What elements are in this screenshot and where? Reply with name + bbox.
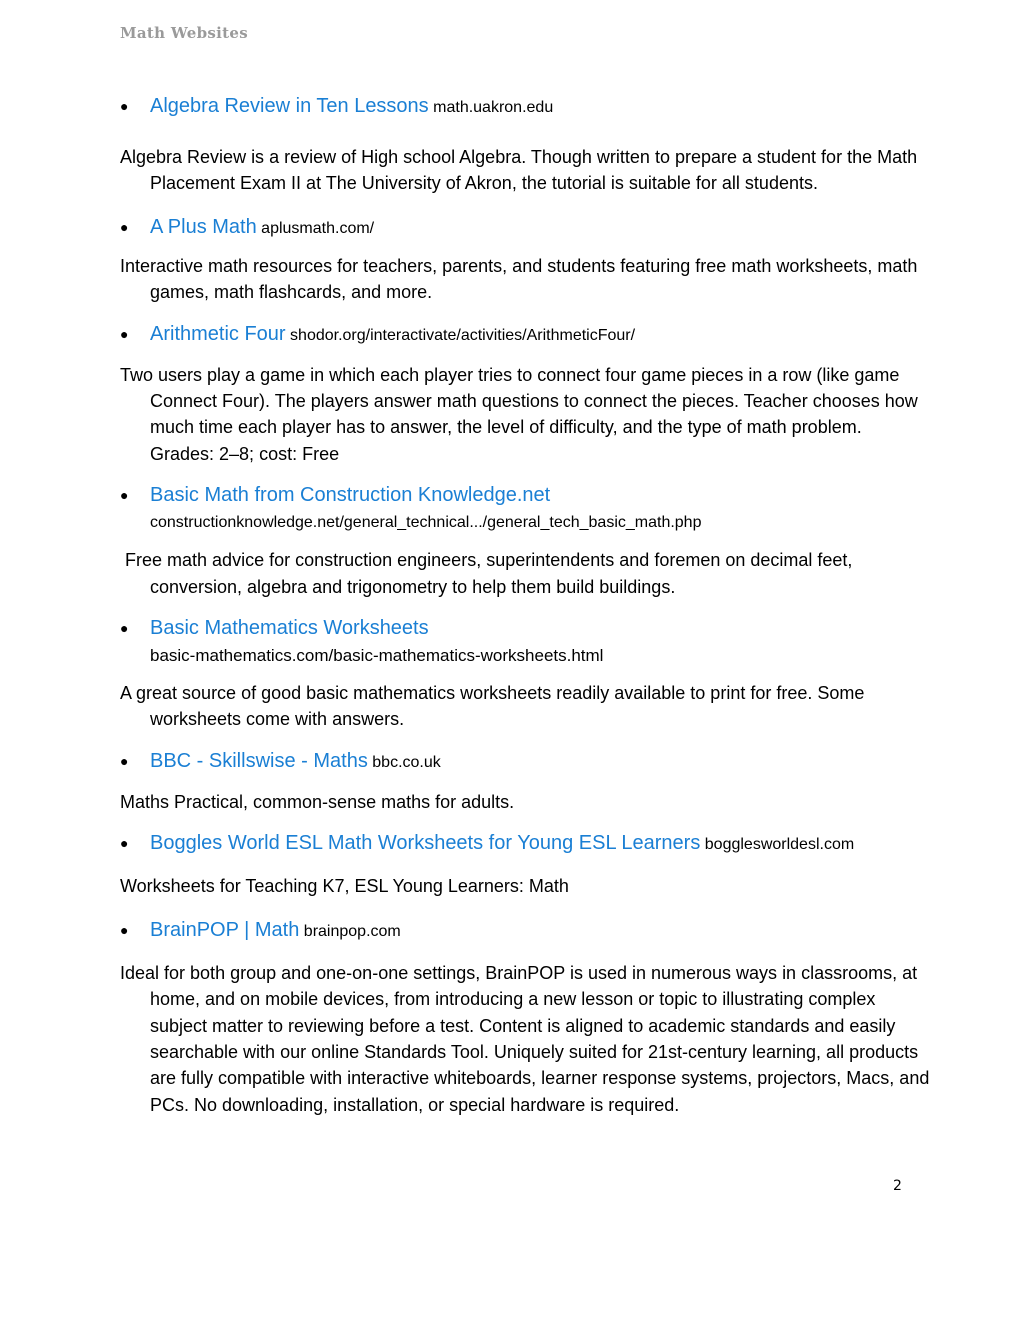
website-description: Interactive math resources for teachers, parents, and students featuring free math worksheets, math games, math flashcards, and more. (120, 255, 918, 303)
website-description: A great source of good basic mathematics worksheets readily available to print for free. Some worksheets come with answers. (120, 683, 865, 730)
bullet-icon: ● (120, 325, 129, 342)
bullet-icon: ● (120, 487, 129, 504)
website-url: bogglesworldesl.com (704, 836, 855, 854)
bullet-icon: ● (120, 620, 129, 637)
website-url: bbc.co.uk (372, 753, 441, 771)
website-description: Maths Practical, common-sense maths for adults. (120, 791, 515, 812)
bullet-icon: ● (120, 98, 129, 114)
website-description: Worksheets for Teaching K7, ESL Young Learners: Math (120, 876, 569, 897)
list-item-heading (120, 320, 930, 350)
website-description: Free math advice for construction engineers, superintendents and foremen on decimal feet, conversion, algebra and trigonometry to help them build buildings. (120, 550, 858, 597)
website-url: brainpop.com (303, 922, 401, 940)
bullet-icon: ● (120, 752, 129, 769)
website-url: aplusmath.com/ (261, 219, 375, 237)
list-item-heading (120, 916, 930, 946)
website-list (120, 92, 930, 1118)
bullet-icon: ● (120, 218, 129, 235)
website-url: constructionknowledge.net/general_technical.../general_tech_basic_math.php (150, 514, 702, 532)
website-link[interactable]: BrainPOP | Math (150, 918, 300, 941)
website-link[interactable]: A Plus Math (150, 215, 257, 238)
list-item-heading (120, 213, 930, 243)
website-link[interactable]: Boggles World ESL Math Worksheets for Young ESL Learners (150, 832, 701, 855)
list-item-heading (120, 481, 930, 535)
website-link[interactable]: Basic Math from Construction Knowledge.net (150, 484, 551, 507)
website-link[interactable]: Arithmetic Four (150, 322, 286, 345)
website-description: Ideal for both group and one-on-one settings, BrainPOP is used in numerous ways in classrooms, at home, and on mobile devices, from introducing a new lesson or topic to illustrating complex subject matter to reviewing before a test. Content is aligned to academic standards and easily searchable with our online Standards Tool. Uniquely suited for 21st-century learning, all products are fully compatible with interactive whiteboards, learner response systems, projectors, Macs, and PCs. No downloading, installation, or special hardware is required. (120, 962, 930, 1115)
list-item-heading (120, 92, 930, 122)
website-description: Two users play a game in which each player tries to connect four game pieces in a row (like game Connect Four). The players answer math questions to connect the pieces. Teacher chooses how much time each player has to answer, the level of difficulty, and the type of math problem. Grades: 2–8; cost: Free (120, 364, 918, 464)
list-item-heading (120, 614, 930, 668)
website-url: shodor.org/interactivate/activities/ArithmeticFour/ (290, 326, 636, 344)
document-header-title: Math Websites (120, 24, 248, 42)
website-link[interactable]: Algebra Review in Ten Lessons (150, 95, 429, 117)
bullet-icon: ● (120, 835, 129, 852)
page-number: 2 (893, 1178, 902, 1194)
website-link[interactable]: Basic Mathematics Worksheets (150, 617, 429, 640)
website-description: Algebra Review is a review of High school Algebra. Though written to prepare a student for the Math Placement Exam II at The University of Akron, the tutorial is suitable for all students. (120, 147, 918, 194)
bullet-icon: ● (120, 921, 129, 938)
list-item-heading (120, 747, 930, 777)
website-link[interactable]: BBC - Skillswise - Maths (150, 749, 368, 772)
website-url: math.uakron.edu (433, 99, 554, 116)
website-url: basic-mathematics.com/basic-mathematics-worksheets.html (150, 646, 604, 666)
list-item-heading (120, 829, 930, 859)
